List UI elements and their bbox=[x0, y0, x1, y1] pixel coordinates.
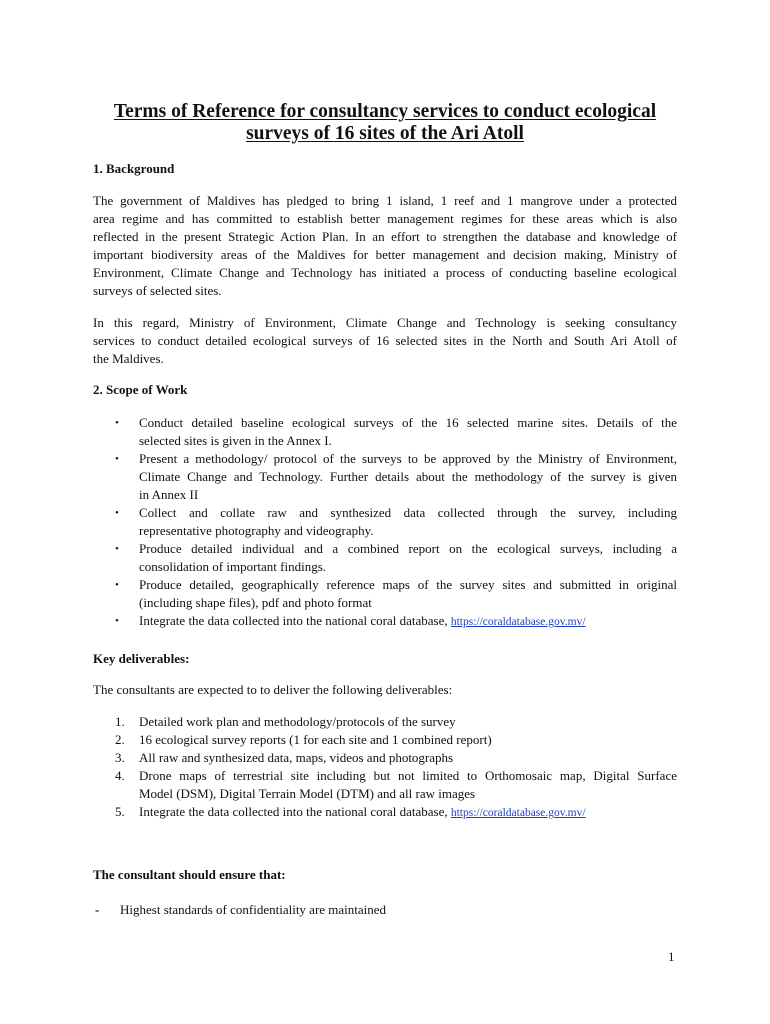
text-line: The consultants are expected to to deliver the following deliverables: bbox=[93, 682, 453, 697]
page-number: 1 bbox=[668, 949, 675, 964]
text-line: Environment, Climate Change and Technology has initiated a process of conducting baseline ecological bbox=[93, 265, 677, 280]
text-line: (including shape files), pdf and photo format bbox=[139, 595, 372, 610]
text-line bbox=[139, 612, 677, 631]
text-line: the Maldives. bbox=[93, 351, 164, 366]
text-line: Present a methodology/ protocol of the surveys to be approved by the Ministry of Environment, bbox=[139, 451, 677, 466]
coral-database-link[interactable]: https://coraldatabase.gov.mv/ bbox=[450, 807, 586, 819]
text-line: surveys of selected sites. bbox=[93, 283, 222, 298]
text-line: representative photography and videography. bbox=[139, 523, 374, 538]
list-item bbox=[93, 576, 677, 612]
list-item bbox=[93, 540, 677, 576]
text-line: important biodiversity areas of the Maldives for better management and decision making, Ministry of bbox=[93, 247, 677, 262]
text-line: Highest standards of confidentiality are maintained bbox=[120, 902, 387, 917]
background-heading: 1. Background bbox=[93, 161, 175, 176]
text-line bbox=[139, 803, 677, 822]
item-number: 3. bbox=[115, 750, 125, 765]
text-line: Produce detailed individual and a combined report on the ecological surveys, including a bbox=[139, 541, 677, 556]
text-line: Produce detailed, geographically reference maps of the survey sites and submitted in original bbox=[139, 577, 677, 592]
item-number: 1. bbox=[115, 714, 125, 729]
coral-database-link[interactable]: https://coraldatabase.gov.mv/ bbox=[450, 616, 586, 628]
item-number: 4. bbox=[115, 768, 125, 783]
list-item bbox=[93, 414, 677, 450]
text-line: Detailed work plan and methodology/protocols of the survey bbox=[139, 714, 456, 729]
bullet-icon: • bbox=[115, 579, 119, 591]
list-item bbox=[93, 612, 677, 631]
list-item bbox=[93, 731, 677, 749]
deliverables-numbered-list bbox=[93, 713, 677, 822]
title-line-1: Terms of Reference for consultancy services to conduct ecological bbox=[113, 101, 657, 122]
text-line: All raw and synthesized data, maps, videos and photographs bbox=[139, 750, 454, 765]
list-item bbox=[93, 749, 677, 767]
item-text: Integrate the data collected into the national coral database, bbox=[139, 804, 451, 819]
deliverables-heading: Key deliverables: bbox=[93, 651, 190, 666]
bullet-icon: • bbox=[115, 453, 119, 465]
title-line-2: surveys of 16 sites of the Ari Atoll bbox=[246, 123, 524, 144]
text-line: Model (DSM), Digital Terrain Model (DTM) and all raw images bbox=[139, 786, 476, 801]
list-item bbox=[93, 504, 677, 540]
ensure-heading: The consultant should ensure that: bbox=[93, 867, 286, 882]
text-line: services to conduct detailed ecological surveys of 16 selected sites in the North and South Ari Atoll of bbox=[93, 333, 677, 348]
item-number: 2. bbox=[115, 732, 125, 747]
item-number: 5. bbox=[115, 804, 125, 819]
list-item bbox=[93, 767, 677, 803]
list-item bbox=[93, 713, 677, 731]
text-line: Collect and collate raw and synthesized data collected through the survey, including bbox=[139, 505, 677, 520]
text-line: in Annex II bbox=[139, 487, 199, 502]
text-line: Climate Change and Technology. Further details about the methodology of the survey is given bbox=[139, 469, 677, 484]
text-line: Conduct detailed baseline ecological surveys of the 16 selected marine sites. Details of the bbox=[139, 415, 677, 430]
dash-bullet: - bbox=[95, 902, 100, 917]
background-paragraph-1 bbox=[93, 192, 677, 300]
text-line: The government of Maldives has pledged to bring 1 island, 1 reef and 1 mangrove under a protected bbox=[93, 193, 677, 208]
text-line: reflected in the present Strategic Action Plan. In an effort to strengthen the database and knowledge of bbox=[93, 229, 677, 244]
text-line: Drone maps of terrestrial site including but not limited to Orthomosaic map, Digital Surface bbox=[139, 768, 677, 783]
list-item bbox=[93, 450, 677, 504]
item-text: Integrate the data collected into the national coral database, bbox=[139, 613, 451, 628]
bullet-icon: • bbox=[115, 615, 119, 627]
bullet-icon: • bbox=[115, 417, 119, 429]
text-line: In this regard, Ministry of Environment, Climate Change and Technology is seeking consultancy bbox=[93, 315, 677, 330]
deliverables-intro bbox=[93, 681, 677, 699]
text-line: consolidation of important findings. bbox=[139, 559, 327, 574]
scope-heading: 2. Scope of Work bbox=[93, 382, 188, 397]
bullet-icon: • bbox=[115, 507, 119, 519]
document-title bbox=[80, 101, 690, 145]
text-line: area regime and has committed to establish better management regimes for these areas which is also bbox=[93, 211, 677, 226]
background-paragraph-2 bbox=[93, 314, 677, 368]
bullet-icon: • bbox=[115, 543, 119, 555]
scope-bullet-list bbox=[93, 414, 677, 631]
text-line: selected sites is given in the Annex I. bbox=[139, 433, 332, 448]
text-line: 16 ecological survey reports (1 for each site and 1 combined report) bbox=[139, 732, 492, 747]
list-item bbox=[93, 803, 677, 822]
